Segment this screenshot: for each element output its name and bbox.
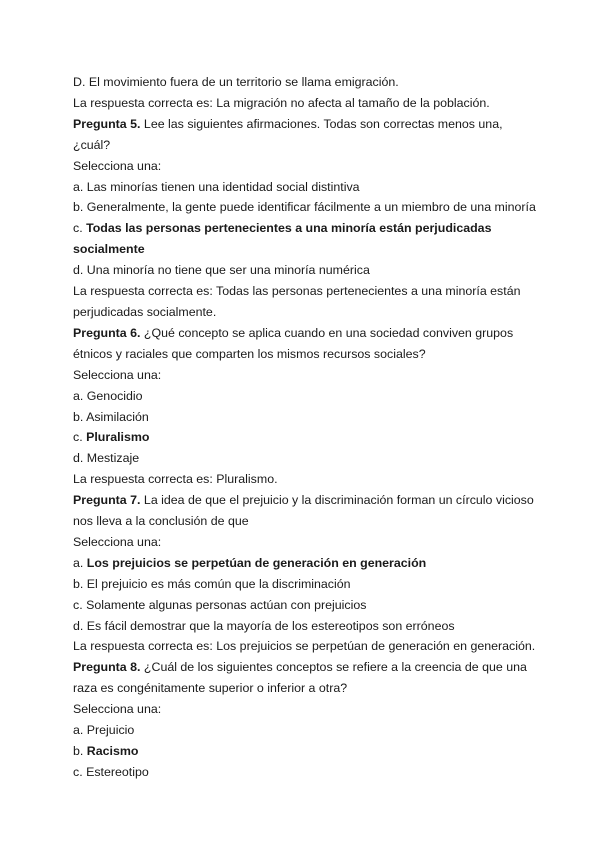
bold-text: Los prejuicios se perpetúan de generación en generación	[86, 555, 427, 570]
line-text: d. Mestizaje	[73, 451, 140, 466]
line-text: D. El movimiento fuera de un territorio se llama emigración.	[73, 75, 399, 89]
line-text: a. Las minorías tienen una identidad social distintiva	[73, 179, 360, 194]
text-line	[73, 427, 543, 448]
text-line	[73, 636, 543, 657]
text-line	[73, 386, 543, 407]
line-text: Selecciona una:	[73, 158, 162, 173]
line-text: étnicos y raciales que comparten los mismos recursos sociales?	[73, 346, 426, 361]
bold-text: socialmente	[73, 242, 145, 257]
text-line	[73, 218, 543, 239]
text-line	[73, 260, 543, 281]
bold-text: Racismo	[86, 744, 139, 758]
line-text: La respuesta correcta es: Pluralismo.	[73, 472, 278, 487]
bold-text: Pregunta 8.	[73, 660, 141, 675]
text-line	[73, 762, 543, 783]
text-line	[73, 344, 543, 365]
line-text: Lee las siguientes afirmaciones. Todas son correctas menos una,	[140, 116, 503, 131]
line-text: Selecciona una:	[73, 534, 162, 549]
bold-text: Pregunta 6.	[73, 325, 141, 340]
line-text: La idea de que el prejuicio y la discriminación forman un círculo vicioso	[140, 493, 534, 508]
line-text: ¿Qué concepto se aplica cuando en una sociedad conviven grupos	[140, 325, 514, 340]
text-line	[73, 197, 543, 218]
line-text: raza es congénitamente superior o inferior a otra?	[73, 681, 348, 696]
text-line	[73, 511, 543, 532]
option-prefix: c.	[73, 430, 87, 445]
line-text: ¿Cuál de los siguientes conceptos se refiere a la creencia de que una	[140, 660, 527, 675]
line-text: c. Estereotipo	[73, 764, 149, 779]
document-body	[73, 72, 543, 783]
text-line	[73, 574, 543, 595]
text-line	[73, 407, 543, 428]
line-text: Selecciona una:	[73, 702, 162, 717]
text-line	[73, 657, 543, 678]
text-line	[73, 323, 543, 344]
text-line	[73, 490, 543, 511]
line-text: La respuesta correcta es: Todas las personas pertenecientes a una minoría están	[73, 284, 521, 299]
option-prefix: c.	[73, 221, 87, 236]
line-text: a. Prejuicio	[73, 723, 135, 738]
text-line	[73, 281, 543, 302]
text-line	[73, 469, 543, 490]
text-line	[73, 239, 543, 260]
text-line	[73, 135, 543, 156]
line-text: nos lleva a la conclusión de que	[73, 514, 249, 529]
text-line	[73, 365, 543, 386]
line-text: Selecciona una:	[73, 367, 162, 382]
option-prefix: a.	[73, 555, 87, 570]
text-line	[73, 699, 543, 720]
text-line	[73, 177, 543, 198]
text-line	[73, 616, 543, 637]
bold-text: Pregunta 7.	[73, 493, 141, 508]
text-line	[73, 553, 543, 574]
text-line	[73, 741, 543, 762]
text-line	[73, 114, 543, 135]
text-line	[73, 595, 543, 616]
text-line	[73, 93, 543, 114]
line-text: b. El prejuicio es más común que la discriminación	[73, 576, 351, 591]
bold-text: Pregunta 5.	[73, 116, 141, 131]
line-text: c. Solamente algunas personas actúan con prejuicios	[73, 597, 367, 612]
text-line	[73, 720, 543, 741]
line-text: ¿cuál?	[73, 137, 111, 152]
line-text: a. Genocidio	[73, 388, 143, 403]
option-prefix: b.	[73, 744, 87, 758]
text-line	[73, 156, 543, 177]
line-text: perjudicadas socialmente.	[73, 304, 217, 319]
line-text: La respuesta correcta es: Los prejuicios se perpetúan de generación en generación.	[73, 639, 536, 654]
text-line	[73, 72, 543, 93]
line-text: d. Es fácil demostrar que la mayoría de los estereotipos son erróneos	[73, 618, 455, 633]
text-line	[73, 302, 543, 323]
line-text: La respuesta correcta es: La migración no afecta al tamaño de la población.	[73, 95, 490, 110]
text-line	[73, 448, 543, 469]
line-text: b. Generalmente, la gente puede identificar fácilmente a un miembro de una minoría	[73, 200, 536, 215]
text-line	[73, 532, 543, 553]
line-text: b. Asimilación	[73, 409, 149, 424]
text-line	[73, 678, 543, 699]
bold-text: Pluralismo	[86, 430, 150, 445]
bold-text: Todas las personas pertenecientes a una minoría están perjudicadas	[86, 221, 492, 236]
line-text: d. Una minoría no tiene que ser una minoría numérica	[73, 263, 370, 278]
